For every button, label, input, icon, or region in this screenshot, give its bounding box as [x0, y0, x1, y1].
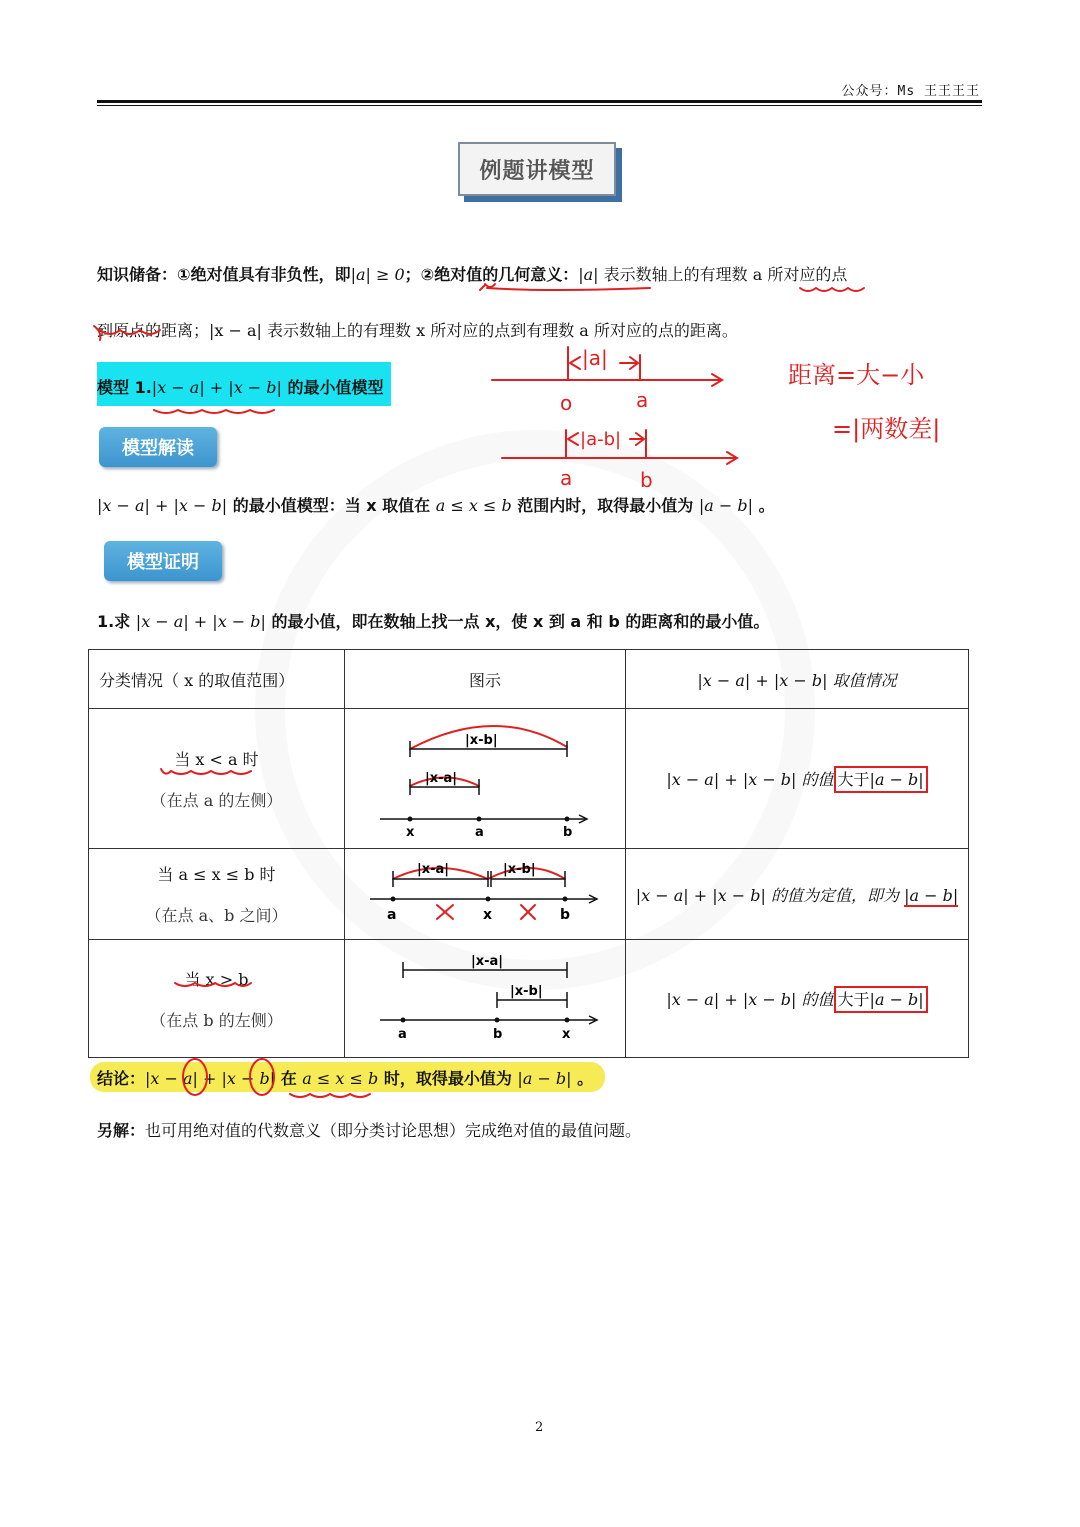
diagram-case-2 [345, 849, 625, 935]
conclusion-handwriting [170, 1056, 470, 1102]
diagram-label-mid: |x-b| [510, 984, 543, 999]
result-text: |x − a| + |x − b| 的值 [666, 990, 834, 1009]
diagram-point-1: a [387, 907, 397, 923]
result-cell [626, 940, 969, 1058]
case-subtitle: （在点 a 的左侧） [150, 790, 283, 810]
conclusion-end: 。 [571, 1069, 594, 1088]
result-text: |x − a| + |x − b| 的值为定值，即为 [635, 885, 899, 905]
model-underline [150, 404, 280, 416]
header-value [626, 650, 969, 709]
diagram-point-2: a [475, 825, 484, 840]
case-subtitle: （在点 b 的左侧） [150, 1010, 283, 1030]
result-box-text: 大于 [837, 990, 870, 1009]
diagram-point-3: b [563, 825, 573, 840]
result-min: |a − b| [869, 770, 924, 789]
annot-bot-b: b [640, 468, 653, 492]
model-interpret-badge: 模型解读 [99, 427, 217, 467]
table-header-row [89, 650, 969, 709]
result-box [834, 766, 928, 793]
header-rule-thick [97, 100, 982, 103]
annot-bot-dist: |a-b| [580, 429, 622, 450]
interpret-end: 。 [753, 496, 775, 515]
annot-note-2: =|两数差| [832, 415, 941, 443]
section-title: 例题讲模型 [458, 142, 616, 196]
knowledge-abs-a: |a| [578, 265, 599, 284]
case-condition: 当 x > b [184, 969, 249, 989]
diagram-label-left: |x-a| [417, 862, 450, 877]
alt-label: 另解： [97, 1121, 146, 1140]
knowledge-label: 知识储备： [97, 265, 178, 284]
case-condition: 当 x < a 时 [174, 749, 259, 769]
knowledge-text-1: ①绝对值具有非负性，即 [177, 265, 351, 284]
model-heading [97, 375, 384, 398]
annot-top-o: o [560, 391, 573, 415]
case-subtitle: （在点 a、b 之间） [145, 906, 288, 925]
model-label: 模型 1. [97, 378, 152, 397]
diagram-point-2: x [483, 907, 493, 923]
annot-top-a: a [636, 388, 649, 412]
result-cell [626, 849, 969, 940]
diagram-label-top: |x-b| [465, 733, 498, 748]
conclusion-label: 结论： [97, 1069, 146, 1088]
underline-geometry [487, 288, 650, 290]
result-text: |x − a| + |x − b| 的值 [666, 770, 834, 789]
diagram-case-3 [345, 940, 625, 1053]
interpret-range: a ≤ x ≤ b [435, 496, 512, 515]
proof-line [97, 609, 769, 632]
result-min: |a − b| [869, 990, 924, 1009]
annot-top-dist: |a| [582, 346, 608, 370]
page-number: 2 [535, 1420, 544, 1435]
model-expr: |x − a| + |x − b| [151, 378, 282, 397]
knowledge-abs-ineq: |a| ≥ 0 [350, 265, 405, 284]
result-cell [626, 709, 969, 849]
diagram-cell [345, 709, 626, 849]
annot-note-1: 距离=大−小 [788, 361, 925, 389]
diagram-point-1: x [406, 825, 415, 840]
result-box [834, 986, 928, 1013]
interpret-text-a: 的最小值模型：当 x 取值在 [227, 496, 436, 515]
table-condition-underlines [155, 765, 275, 995]
model-proof-badge: 模型证明 [104, 541, 222, 581]
proof-expr: |x − a| + |x − b| [135, 612, 266, 631]
conclusion-text: 时，取得最小值为 [378, 1069, 518, 1088]
case-condition: 当 a ≤ x ≤ b 时 [157, 865, 276, 884]
diagram-cell [345, 849, 626, 940]
conclusion-expr: |x − a| + |x − b| [145, 1069, 276, 1088]
diagram-label-mid: |x-a| [425, 771, 458, 786]
alt-text: 也可用绝对值的代数意义（即分类讨论思想）完成绝对值的最值问题。 [145, 1121, 642, 1140]
annot-bot-a: a [560, 466, 573, 490]
conclusion-mid: 在 [275, 1069, 303, 1088]
interpret-expr: |x − a| + |x − b| [97, 496, 228, 515]
diagram-point-1: a [398, 1027, 407, 1042]
knowledge-text-3: 表示数轴上的有理数 a 所对应的点 [598, 265, 848, 284]
header-diagram: 图示 [345, 650, 626, 709]
diagram-label-top: |x-a| [471, 954, 504, 969]
header-case: 分类情况（ x 的取值范围） [89, 650, 345, 709]
conclusion-range: a ≤ x ≤ b [302, 1069, 379, 1088]
diagram-point-2: b [493, 1027, 503, 1042]
diagram-cell [345, 940, 626, 1058]
proof-rest: 的最小值，即在数轴上找一点 x，使 x 到 a 和 b 的距离和的最小值。 [265, 612, 770, 631]
diagram-point-3: b [560, 907, 571, 923]
interpret-min: |a − b| [698, 496, 753, 515]
result-box-text: 大于 [837, 770, 870, 789]
model-suffix: 的最小值模型 [281, 378, 384, 397]
header-rule-thin [97, 105, 982, 106]
diagram-case-1 [345, 709, 625, 844]
number-line-annotations [480, 335, 1000, 495]
conclusion-min: |a − b| [517, 1069, 572, 1088]
wave-origin [100, 330, 160, 334]
proof-lead: 1.求 [97, 612, 136, 631]
header-account: 公众号：Ms 王王王王 [841, 84, 980, 99]
knowledge-line-2: 到原点的距离；|x − a| 表示数轴上的有理数 x 所对应的点到有理数 a 所对应的点的距离。 [97, 321, 738, 340]
wave-rational-number [800, 288, 864, 291]
alt-solution-line [97, 1118, 641, 1141]
diagram-label-right: |x-b| [503, 862, 536, 877]
interpret-text-b: 范围内时，取得最小值为 [511, 496, 699, 515]
interpret-line [97, 493, 775, 516]
diagram-point-3: x [562, 1027, 571, 1042]
result-min: |a − b| [904, 885, 959, 905]
underline-nonneg [485, 284, 495, 287]
header-value-text: |x − a| + |x − b| 取值情况 [697, 670, 897, 690]
knowledge-text-2: ；②绝对值的几何意义： [404, 265, 579, 284]
